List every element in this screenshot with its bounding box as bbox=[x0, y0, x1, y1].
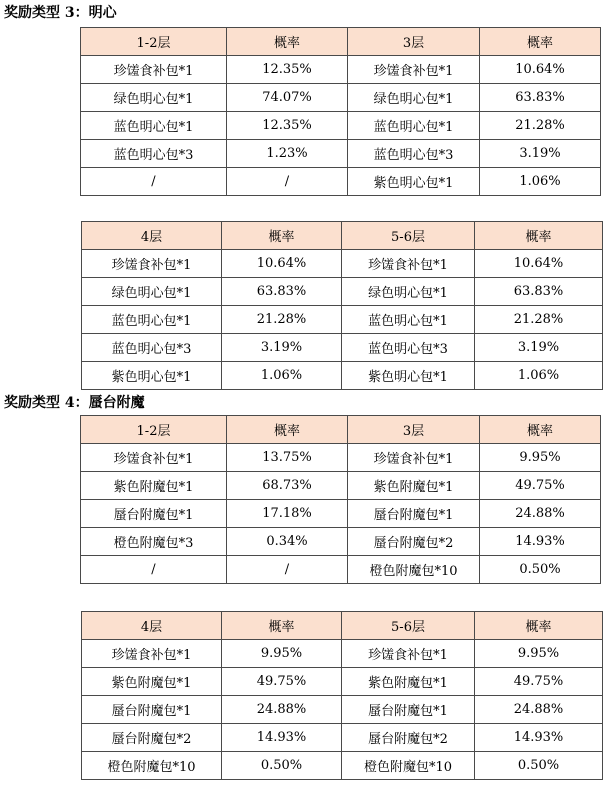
table-cell: 蜃台附魔包*1 bbox=[348, 500, 480, 528]
table-row bbox=[82, 306, 603, 334]
table-cell: 3.19% bbox=[475, 334, 603, 362]
table-cell: 9.95% bbox=[222, 640, 342, 668]
table-row bbox=[82, 250, 603, 278]
table-cell: 蜃台附魔包*1 bbox=[82, 696, 222, 724]
table-row bbox=[82, 362, 603, 390]
table-cell: 24.88% bbox=[475, 696, 603, 724]
table-cell: 珍馐食补包*1 bbox=[342, 640, 475, 668]
header-cell: 概率 bbox=[475, 222, 603, 250]
table-cell: 14.93% bbox=[475, 724, 603, 752]
table-cell: 9.95% bbox=[475, 640, 603, 668]
table-cell: 21.28% bbox=[480, 112, 601, 140]
table-cell: 蓝色明心包*1 bbox=[342, 306, 475, 334]
table-cell: 63.83% bbox=[480, 84, 601, 112]
header-cell: 5-6层 bbox=[342, 222, 475, 250]
table-cell: 珍馐食补包*1 bbox=[348, 56, 480, 84]
header-cell: 3层 bbox=[348, 416, 480, 444]
table-cell: 9.95% bbox=[480, 444, 601, 472]
table-cell: 68.73% bbox=[227, 472, 348, 500]
table-cell: 蓝色明心包*3 bbox=[342, 334, 475, 362]
table-cell: / bbox=[81, 168, 227, 196]
section-heading-mingxin: 奖励类型 3：明心 bbox=[4, 5, 117, 21]
table-cell: 绿色明心包*1 bbox=[342, 278, 475, 306]
table-enchant-floors-4-6 bbox=[81, 611, 603, 780]
table-cell: 49.75% bbox=[222, 668, 342, 696]
table-cell: 3.19% bbox=[222, 334, 342, 362]
table-cell: / bbox=[227, 168, 348, 196]
table-row bbox=[82, 278, 603, 306]
table-cell: 12.35% bbox=[227, 56, 348, 84]
table-cell: 13.75% bbox=[227, 444, 348, 472]
table-cell: 蓝色明心包*3 bbox=[82, 334, 222, 362]
table-cell: 蓝色明心包*3 bbox=[348, 140, 480, 168]
table-row bbox=[81, 472, 601, 500]
table-cell: 蜃台附魔包*2 bbox=[342, 724, 475, 752]
table-cell: 74.07% bbox=[227, 84, 348, 112]
table-cell: 珍馐食补包*1 bbox=[82, 640, 222, 668]
header-cell: 3层 bbox=[348, 28, 480, 56]
table-cell: 0.50% bbox=[222, 752, 342, 780]
table-cell: 1.06% bbox=[222, 362, 342, 390]
table-cell: 紫色附魔包*1 bbox=[81, 472, 227, 500]
table-cell: 蓝色明心包*1 bbox=[81, 112, 227, 140]
table-cell: 蜃台附魔包*2 bbox=[348, 528, 480, 556]
table-cell: 1.23% bbox=[227, 140, 348, 168]
table-cell: 紫色附魔包*1 bbox=[348, 472, 480, 500]
table-cell: 12.35% bbox=[227, 112, 348, 140]
table-cell: 蜃台附魔包*1 bbox=[81, 500, 227, 528]
table-row bbox=[81, 84, 601, 112]
table-cell: 10.64% bbox=[475, 250, 603, 278]
table-row bbox=[82, 668, 603, 696]
table-cell: 珍馐食补包*1 bbox=[81, 444, 227, 472]
table-cell: 0.34% bbox=[227, 528, 348, 556]
table-cell: 珍馐食补包*1 bbox=[348, 444, 480, 472]
header-cell: 1-2层 bbox=[81, 28, 227, 56]
table-cell: 蓝色明心包*1 bbox=[82, 306, 222, 334]
table-cell: 蜃台附魔包*1 bbox=[342, 696, 475, 724]
header-cell: 概率 bbox=[480, 28, 601, 56]
table-mingxin-floors-1-3 bbox=[80, 27, 601, 196]
table-cell: 3.19% bbox=[480, 140, 601, 168]
table-cell: 紫色明心包*1 bbox=[342, 362, 475, 390]
table-row bbox=[81, 112, 601, 140]
header-cell: 1-2层 bbox=[81, 416, 227, 444]
table-cell: / bbox=[227, 556, 348, 584]
table-cell: 14.93% bbox=[222, 724, 342, 752]
table-enchant-floors-1-3 bbox=[80, 415, 601, 584]
table-row bbox=[81, 168, 601, 196]
table-cell: 49.75% bbox=[475, 668, 603, 696]
table-row bbox=[82, 640, 603, 668]
table-cell: 绿色明心包*1 bbox=[81, 84, 227, 112]
table-header-row bbox=[82, 222, 603, 250]
header-cell: 概率 bbox=[222, 612, 342, 640]
header-cell: 概率 bbox=[475, 612, 603, 640]
table-cell: 紫色附魔包*1 bbox=[342, 668, 475, 696]
section-heading-enchant: 奖励类型 4：蜃台附魔 bbox=[4, 395, 145, 411]
header-cell: 概率 bbox=[222, 222, 342, 250]
table-cell: 21.28% bbox=[222, 306, 342, 334]
table-cell: 紫色明心包*1 bbox=[82, 362, 222, 390]
table-cell: 10.64% bbox=[222, 250, 342, 278]
table-row bbox=[82, 334, 603, 362]
table-row bbox=[82, 696, 603, 724]
table-row bbox=[82, 724, 603, 752]
table-cell: 橙色附魔包*10 bbox=[82, 752, 222, 780]
header-cell: 4层 bbox=[82, 612, 222, 640]
table-cell: 蜃台附魔包*2 bbox=[82, 724, 222, 752]
header-cell: 概率 bbox=[227, 416, 348, 444]
table-header-row bbox=[81, 28, 601, 56]
table-cell: 紫色明心包*1 bbox=[348, 168, 480, 196]
table-cell: 珍馐食补包*1 bbox=[81, 56, 227, 84]
table-cell: 绿色明心包*1 bbox=[82, 278, 222, 306]
table-cell: 橙色附魔包*3 bbox=[81, 528, 227, 556]
header-cell: 5-6层 bbox=[342, 612, 475, 640]
table-cell: 63.83% bbox=[475, 278, 603, 306]
table-row bbox=[81, 500, 601, 528]
table-cell: 10.64% bbox=[480, 56, 601, 84]
table-cell: 24.88% bbox=[480, 500, 601, 528]
table-cell: 49.75% bbox=[480, 472, 601, 500]
table-cell: 24.88% bbox=[222, 696, 342, 724]
header-cell: 概率 bbox=[480, 416, 601, 444]
table-cell: 0.50% bbox=[475, 752, 603, 780]
table-row bbox=[81, 556, 601, 584]
table-cell: 蓝色明心包*3 bbox=[81, 140, 227, 168]
table-row bbox=[82, 752, 603, 780]
table-cell: 17.18% bbox=[227, 500, 348, 528]
table-cell: 0.50% bbox=[480, 556, 601, 584]
table-cell: 63.83% bbox=[222, 278, 342, 306]
table-header-row bbox=[81, 416, 601, 444]
table-cell: 橙色附魔包*10 bbox=[342, 752, 475, 780]
table-row bbox=[81, 444, 601, 472]
table-cell: 珍馐食补包*1 bbox=[342, 250, 475, 278]
table-row bbox=[81, 528, 601, 556]
table-header-row bbox=[82, 612, 603, 640]
table-cell: 珍馐食补包*1 bbox=[82, 250, 222, 278]
header-cell: 概率 bbox=[227, 28, 348, 56]
table-mingxin-floors-4-6 bbox=[81, 221, 603, 390]
table-cell: 橙色附魔包*10 bbox=[348, 556, 480, 584]
table-cell: 1.06% bbox=[475, 362, 603, 390]
table-cell: 蓝色明心包*1 bbox=[348, 112, 480, 140]
table-row bbox=[81, 140, 601, 168]
table-row bbox=[81, 56, 601, 84]
header-cell: 4层 bbox=[82, 222, 222, 250]
table-cell: 14.93% bbox=[480, 528, 601, 556]
table-cell: 紫色附魔包*1 bbox=[82, 668, 222, 696]
table-cell: / bbox=[81, 556, 227, 584]
table-cell: 绿色明心包*1 bbox=[348, 84, 480, 112]
table-cell: 21.28% bbox=[475, 306, 603, 334]
table-cell: 1.06% bbox=[480, 168, 601, 196]
